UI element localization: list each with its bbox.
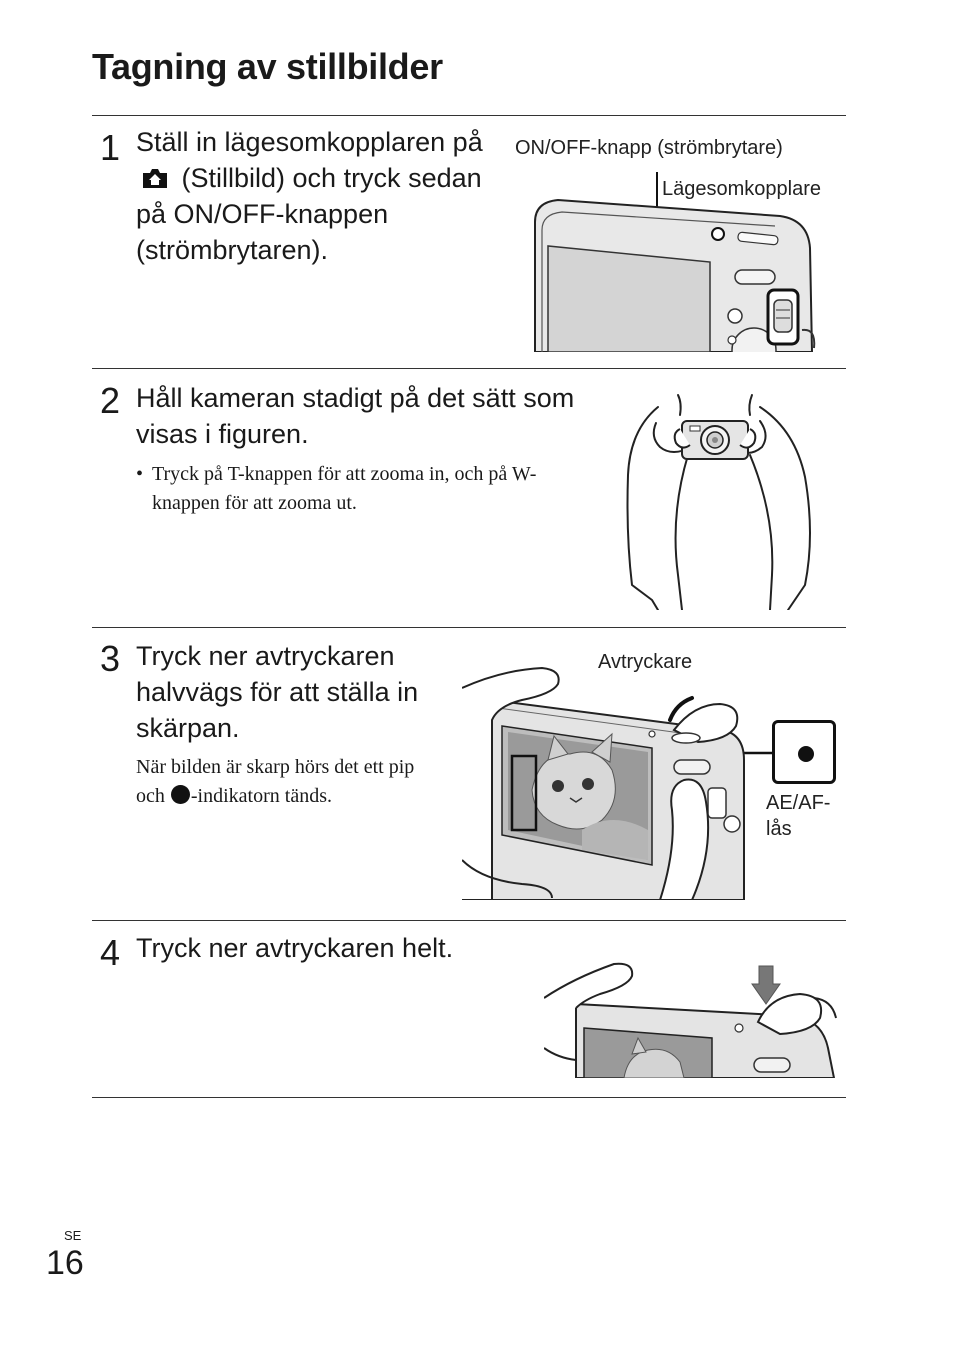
step-2-instruction: Håll kameran stadigt på det sätt som visas i figuren.	[136, 383, 575, 449]
step-2-note-text: Tryck på T-knappen för att zooma in, och på W-knappen för att zooma ut.	[152, 463, 537, 514]
divider-2	[92, 627, 846, 628]
step-3-number: 3	[100, 638, 121, 679]
step-3-note	[136, 753, 446, 811]
divider-bottom	[92, 1097, 846, 1098]
step-2-number: 2	[100, 380, 121, 421]
camera-icon	[140, 165, 170, 191]
holding-camera-illustration	[610, 385, 825, 610]
step-2-note	[136, 460, 586, 518]
ae-af-indicator-box	[772, 720, 836, 784]
step-3-instruction: Tryck ner avtryckaren halvvägs för att ställa in skärpan.	[136, 641, 419, 743]
full-press-illustration	[544, 958, 839, 1078]
step-4-instruction: Tryck ner avtryckaren helt.	[136, 933, 454, 963]
page-title: Tagning av stillbilder	[92, 46, 443, 87]
camera-top-illustration	[520, 150, 850, 352]
divider-top	[92, 115, 846, 116]
focus-indicator-icon	[171, 785, 190, 804]
label-ae-af-lock: AE/AF-lås	[766, 792, 831, 840]
divider-1	[92, 368, 846, 369]
label-mode-switch: Lägesomkopplare	[662, 178, 821, 200]
label-onoff-button: ON/OFF-knapp (strömbrytare)	[515, 137, 783, 159]
step-1-instruction	[136, 124, 496, 268]
label-shutter-button: Avtryckare	[598, 651, 693, 673]
step-1-number: 1	[100, 127, 121, 168]
bullet-marker: •	[136, 463, 144, 485]
page-number: 16	[46, 1244, 84, 1282]
half-press-illustration	[462, 660, 772, 900]
page-language-code: SE	[64, 1228, 82, 1243]
step-3-note-after-icon: -indikatorn tänds.	[190, 785, 332, 807]
step-1-text-before-icon: Ställ in lägesomkopplaren på	[136, 127, 483, 157]
step-4-number: 4	[100, 932, 121, 973]
step-3-note-before-icon: När bilden är skarp hörs det ett pip och	[136, 756, 415, 807]
focus-dot-icon	[798, 746, 814, 762]
step-1-text-after-icon: (Stillbild) och tryck sedan på ON/OFF-knappen (strömbrytaren).	[136, 163, 482, 265]
divider-3	[92, 920, 846, 921]
